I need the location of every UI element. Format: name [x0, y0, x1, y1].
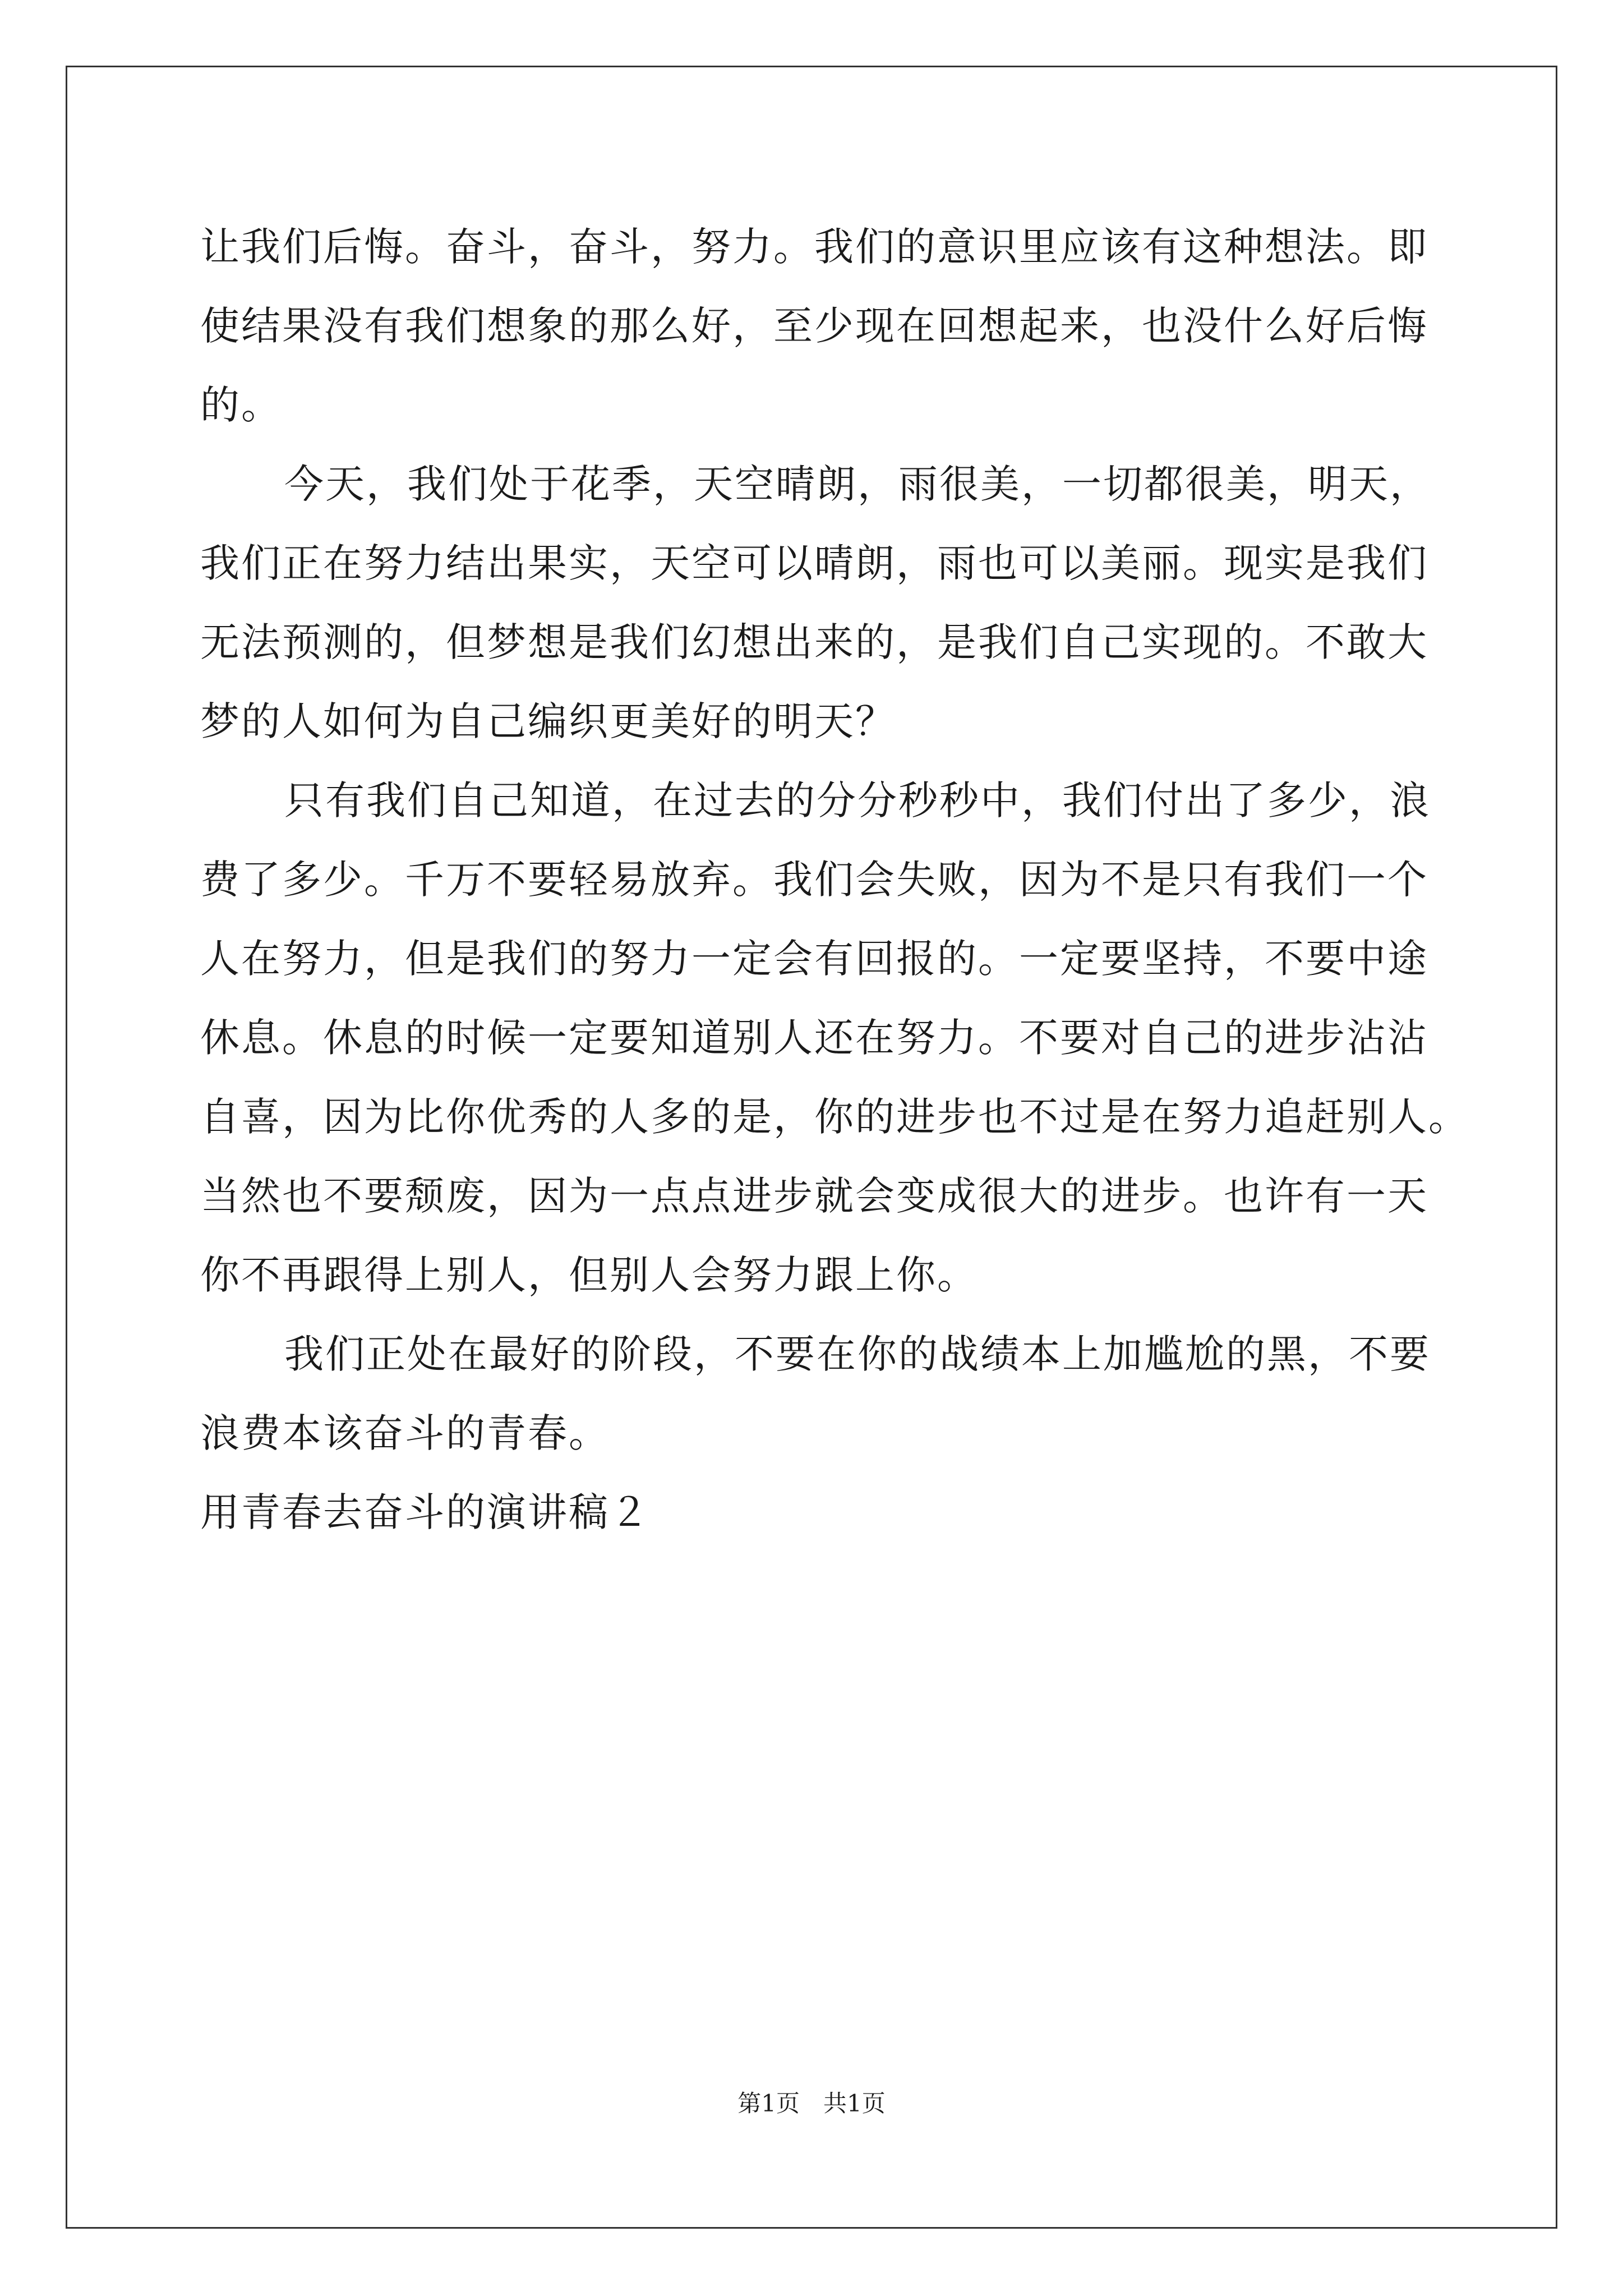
section-title: 用青春去奋斗的演讲稿２ [200, 1489, 651, 1535]
body-line-5: 我们正在努力结出果实，天空可以晴朗，雨也可以美丽。现实是我们 [200, 540, 1428, 586]
body-line-6: 无法预测的，但梦想是我们幻想出来的，是我们自己实现的。不敢大 [200, 619, 1428, 665]
body-line-10: 人在努力，但是我们的努力一定会有回报的。一定要坚持，不要中途 [200, 936, 1428, 982]
body-line-7: 梦的人如何为自己编织更美好的明天？ [200, 698, 896, 744]
body-line-9: 费了多少。千万不要轻易放弃。我们会失败，因为不是只有我们一个 [200, 857, 1428, 903]
body-line-15: 我们正处在最好的阶段，不要在你的战绩本上加尴尬的黑，不要 [284, 1331, 1431, 1377]
document-body [200, 208, 1469, 1552]
page-number-footer: 第1页 共1页 [737, 2090, 886, 2117]
body-line-16: 浪费本该奋斗的青春。 [200, 1410, 610, 1456]
body-line-12: 自喜，因为比你优秀的人多的是，你的进步也不过是在努力追赶别人。 [200, 1094, 1469, 1140]
body-line-4: 今天，我们处于花季，天空晴朗，雨很美，一切都很美，明天， [284, 461, 1431, 507]
body-line-11: 休息。休息的时候一定要知道别人还在努力。不要对自己的进步沾沾 [200, 1015, 1428, 1061]
body-line-1: 让我们后悔。奋斗，奋斗，努力。我们的意识里应该有这种想法。即 [200, 224, 1428, 270]
body-line-8: 只有我们自己知道，在过去的分分秒秒中，我们付出了多少，浪 [284, 777, 1431, 823]
body-line-13: 当然也不要颓废，因为一点点进步就会变成很大的进步。也许有一天 [200, 1173, 1428, 1219]
body-line-3: 的。 [200, 382, 282, 428]
body-line-14: 你不再跟得上别人，但别人会努力跟上你。 [200, 1252, 978, 1298]
body-line-2: 使结果没有我们想象的那么好，至少现在回想起来，也没什么好后悔 [200, 303, 1428, 349]
